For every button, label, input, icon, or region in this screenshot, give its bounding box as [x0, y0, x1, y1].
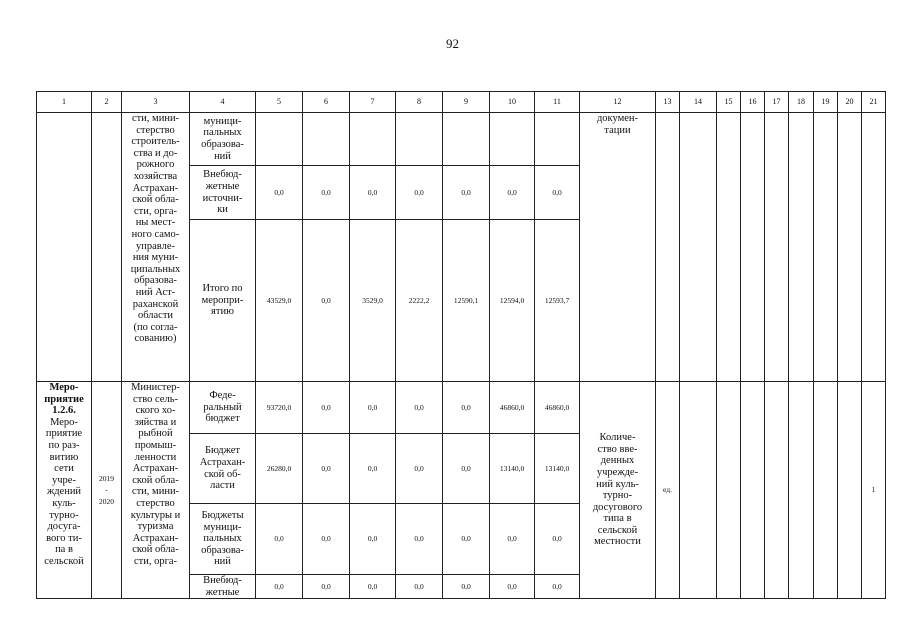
funding-source-cell: Бюджеты муници- пальных образова- ний: [190, 504, 256, 575]
table-row: [37, 382, 886, 434]
value-cell: 0,0: [396, 575, 443, 599]
table-row: [37, 113, 886, 166]
funding-source-cell: Бюджет Астрахан- ской об- ласти: [190, 434, 256, 504]
value-cell: 0,0: [443, 166, 490, 220]
funding-source-cell: Внебюд- жетные источни- ки: [190, 166, 256, 220]
executor-cell: сти, мини- стерство строитель- ства и до- рожного хозяйства Астрахан- ской обла- сти, орга- ны мест- ного само- управле- ния муни- ципальных образова- ний Аст- раханской области (по согла- сованию): [122, 113, 190, 382]
column-header: 7: [350, 92, 396, 113]
empty-cell: [765, 382, 789, 599]
column-header: 21: [862, 92, 886, 113]
empty-cell: [717, 382, 741, 599]
value-cell: 0,0: [303, 575, 350, 599]
value-cell: 0,0: [443, 382, 490, 434]
value-cell: 0,0: [443, 575, 490, 599]
value-cell: 93720,0: [256, 382, 303, 434]
column-header: 15: [717, 92, 741, 113]
column-header: 17: [765, 92, 789, 113]
value-cell: 0,0: [256, 166, 303, 220]
empty-cell: [680, 382, 717, 599]
program-measures-table: [36, 91, 886, 599]
value-cell: 0,0: [490, 504, 535, 575]
empty-cell: [838, 382, 862, 599]
column-header: 14: [680, 92, 717, 113]
funding-source-cell: Внебюд- жетные: [190, 575, 256, 599]
empty-cell: [680, 113, 717, 382]
column-header: 11: [535, 92, 580, 113]
value-cell: 0,0: [303, 220, 350, 382]
value-cell: 0,0: [350, 504, 396, 575]
empty-cell: [765, 113, 789, 382]
column-header: 2: [92, 92, 122, 113]
empty-cell: [741, 113, 765, 382]
column-header: 13: [656, 92, 680, 113]
column-header: 8: [396, 92, 443, 113]
value-cell: 0,0: [303, 504, 350, 575]
value-cell: 0,0: [350, 166, 396, 220]
value-cell: 0,0: [303, 166, 350, 220]
value-cell: 0,0: [396, 434, 443, 504]
column-header: 10: [490, 92, 535, 113]
column-header: 16: [741, 92, 765, 113]
value-cell: 12593,7: [535, 220, 580, 382]
value-cell: 3529,0: [350, 220, 396, 382]
value-cell: 12594,0: [490, 220, 535, 382]
empty-cell: [814, 382, 838, 599]
value-cell: 0,0: [490, 575, 535, 599]
value-cell: 13140,0: [535, 434, 580, 504]
funding-source-cell: Феде- ральный бюджет: [190, 382, 256, 434]
value-cell: 46860,0: [535, 382, 580, 434]
executor-cell: Министер- ство сель- ского хо- зяйства и рыбной промыш- ленности Астрахан- ской обла- сти, мини- стерство культуры и туризма Астрахан- ской обла- сти, орга-: [122, 382, 190, 599]
column-header: 4: [190, 92, 256, 113]
page-number: 92: [446, 36, 459, 51]
column-header: 3: [122, 92, 190, 113]
value-cell: 0,0: [256, 575, 303, 599]
value-cell: 13140,0: [490, 434, 535, 504]
value-cell: 0,0: [490, 166, 535, 220]
target-value-cell: 1: [862, 382, 886, 599]
unit-cell: ед.: [656, 382, 680, 599]
column-header: 18: [789, 92, 814, 113]
empty-cell: [656, 113, 680, 382]
indicator-cell: Количе- ство вве- денных учрежде- ний куль- турно- досугового типа в сельской местности: [580, 382, 656, 599]
value-cell: 26280,0: [256, 434, 303, 504]
measure-cell: [37, 382, 92, 599]
value-cell: [303, 113, 350, 166]
column-number-row: [37, 92, 886, 113]
years-cell: [92, 113, 122, 382]
value-cell: [443, 113, 490, 166]
funding-source-cell: муници- пальных образова- ний: [190, 113, 256, 166]
value-cell: 0,0: [350, 575, 396, 599]
value-cell: 0,0: [535, 166, 580, 220]
value-cell: 0,0: [350, 382, 396, 434]
column-header: 5: [256, 92, 303, 113]
value-cell: 0,0: [256, 504, 303, 575]
empty-cell: [789, 113, 814, 382]
total-label-cell: Итого по меропри- ятию: [190, 220, 256, 382]
value-cell: 46860,0: [490, 382, 535, 434]
empty-cell: [741, 382, 765, 599]
value-cell: 0,0: [535, 504, 580, 575]
column-header: 1: [37, 92, 92, 113]
value-cell: 0,0: [535, 575, 580, 599]
column-header: 19: [814, 92, 838, 113]
value-cell: 0,0: [350, 434, 396, 504]
empty-cell: [838, 113, 862, 382]
empty-cell: [789, 382, 814, 599]
empty-cell: [814, 113, 838, 382]
measure-description: Меро- приятие по раз- витию сети учре- ждений куль- турно- досуга- вого ти- па в сельской: [44, 416, 84, 567]
value-cell: 12590,1: [443, 220, 490, 382]
value-cell: [396, 113, 443, 166]
value-cell: [535, 113, 580, 166]
value-cell: 0,0: [303, 382, 350, 434]
indicator-cell: докумен- тации: [580, 113, 656, 382]
value-cell: 0,0: [303, 434, 350, 504]
value-cell: [490, 113, 535, 166]
empty-cell: [862, 113, 886, 382]
column-header: 12: [580, 92, 656, 113]
years-cell: 2019 - 2020: [92, 382, 122, 599]
value-cell: 0,0: [443, 434, 490, 504]
column-header: 9: [443, 92, 490, 113]
value-cell: 2222,2: [396, 220, 443, 382]
value-cell: [350, 113, 396, 166]
measure-title: Меро- приятие 1.2.6.: [44, 382, 84, 417]
value-cell: 0,0: [396, 382, 443, 434]
value-cell: 0,0: [443, 504, 490, 575]
empty-cell: [717, 113, 741, 382]
value-cell: 0,0: [396, 504, 443, 575]
column-header: 20: [838, 92, 862, 113]
value-cell: 0,0: [396, 166, 443, 220]
value-cell: [256, 113, 303, 166]
value-cell: 43529,0: [256, 220, 303, 382]
column-header: 6: [303, 92, 350, 113]
measure-cell: [37, 113, 92, 382]
